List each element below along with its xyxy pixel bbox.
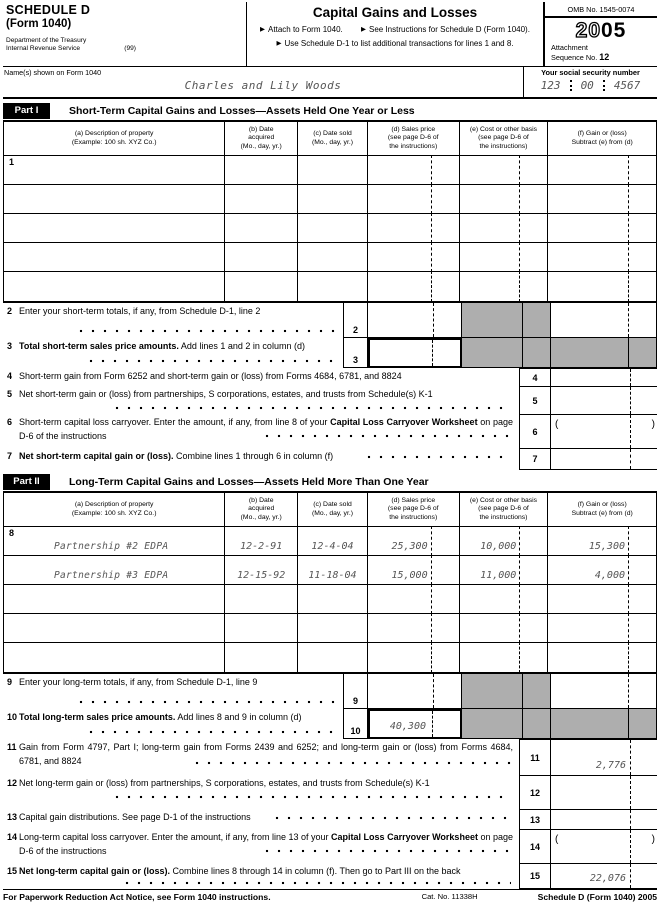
line13-text: 13 Capital gain distributions. See page D-1 of the instructions: [3, 809, 519, 829]
entry-cell[interactable]: [367, 214, 459, 242]
line6-number: 6: [7, 417, 13, 427]
line9-row: [3, 674, 657, 709]
entry-date-acquired[interactable]: 12-2-91: [240, 541, 283, 552]
entry-cell[interactable]: [367, 585, 459, 613]
line10-number: 10: [7, 712, 18, 722]
ssn-part-2: 00: [580, 79, 594, 92]
line6-row: [3, 414, 657, 448]
entry-cell[interactable]: [459, 643, 548, 672]
line15-number: 15: [7, 866, 18, 876]
line5-text: 5 Net short-term gain or (loss) from partnerships, S corporations, estates, and trusts from Schedule(s) K-1: [3, 386, 519, 414]
line15-amount-cell[interactable]: [551, 863, 657, 889]
entry-cell[interactable]: [547, 643, 656, 672]
entry-cell[interactable]: [4, 556, 224, 584]
line3-row: [3, 338, 657, 368]
line7-amount-cell[interactable]: [551, 448, 657, 470]
entry-gain[interactable]: 4,000: [594, 570, 625, 581]
dot-leader: [85, 730, 337, 734]
line2-sales-cell[interactable]: [368, 303, 462, 338]
part1-title: Short-Term Capital Gains and Losses—Assets Held One Year or Less: [69, 105, 415, 117]
entry-cell[interactable]: [459, 185, 548, 213]
line11-number: 11: [7, 742, 17, 752]
entry-cell[interactable]: [297, 156, 367, 184]
entry-cost-basis[interactable]: 11,000: [480, 570, 517, 581]
ssn-label: Your social security number: [541, 68, 640, 77]
line10-shaded-cell: [462, 709, 551, 739]
line11-text: 11 Gain from Form 4797, Part I; long-term gain from Forms 2439 and 6252; and long-term gain or (loss) from Forms 4684, 6781, and 8824: [7, 742, 513, 766]
col-d-header: (d) Sales price (see page D-6 of the instructions): [367, 493, 459, 526]
header-right-block: [543, 2, 657, 66]
part1-bar: [3, 103, 657, 120]
ssn-value[interactable]: [524, 79, 657, 92]
line10-sales-cell[interactable]: [368, 709, 462, 739]
table-row: [4, 272, 656, 301]
instruction-line-2: [247, 39, 543, 48]
col-b-header: (b) Date acquired (Mo., day, yr.): [224, 493, 297, 526]
line14-box: 14: [519, 829, 551, 863]
entry-cell[interactable]: [224, 214, 297, 242]
line12-amount-cell[interactable]: [551, 775, 657, 809]
line2-row: [3, 303, 657, 338]
form-footer: [3, 889, 657, 904]
see-instruction: See Instructions for Schedule D (Form 1040).: [368, 25, 530, 34]
entry-cell[interactable]: [547, 527, 656, 555]
line5-row: [3, 386, 657, 414]
line9-box: 9: [343, 674, 368, 709]
header-center-block: [247, 2, 543, 66]
attach-instruction: Attach to Form 1040.: [268, 25, 343, 34]
entry-cell[interactable]: [4, 243, 224, 271]
line15-text: 15 Net long-term capital gain or (loss). Combine lines 8 through 14 in column (f). Then go to Part III on the back: [3, 863, 519, 889]
line7-text: 7 Net short-term capital gain or (loss). Combine lines 1 through 6 in column (f): [3, 448, 519, 470]
entry-cell[interactable]: [459, 556, 548, 584]
schedule-label: SCHEDULE D: [6, 3, 91, 17]
line4-row: [3, 368, 657, 386]
entry-cell[interactable]: [297, 614, 367, 642]
col-e-header: (e) Cost or other basis (see page D-6 of the instructions): [459, 122, 548, 155]
entry-cell[interactable]: [224, 556, 297, 584]
dot-leader: [111, 406, 511, 410]
line2-shaded-cell: [462, 303, 551, 338]
line3-shaded-cell: [551, 338, 657, 368]
entry-cell[interactable]: [367, 243, 459, 271]
col-e-header: (e) Cost or other basis (see page D-6 of the instructions): [459, 493, 548, 526]
entry-cell[interactable]: [297, 185, 367, 213]
line9-text: 9 Enter your long-term totals, if any, from Schedule D-1, line 9: [3, 674, 343, 709]
line7-row: [3, 448, 657, 470]
entry-cell[interactable]: [4, 643, 224, 672]
entry-cost-basis[interactable]: 10,000: [480, 541, 517, 552]
line3-shaded-cell: [462, 338, 551, 368]
entry-cell[interactable]: [547, 585, 656, 613]
line9-gain-cell[interactable]: [551, 674, 657, 709]
entry-cell[interactable]: [367, 614, 459, 642]
table-row: [4, 556, 656, 585]
line13-row: [3, 809, 657, 829]
attachment-label: Attachment: [551, 43, 588, 52]
line13-box: 13: [519, 809, 551, 829]
entry-date-sold[interactable]: 11-18-04: [308, 570, 357, 581]
dot-leader: [121, 881, 511, 885]
col-c-header: (c) Date sold (Mo., day, yr.): [297, 122, 367, 155]
line9-sales-cell[interactable]: [368, 674, 462, 709]
table-row: [4, 156, 656, 185]
dot-leader: [191, 761, 511, 765]
arrow-right-icon: ▶: [360, 26, 366, 33]
line12-box: 12: [519, 775, 551, 809]
dot-leader: [261, 849, 511, 853]
line3-text: 3 Total short-term sales price amounts. Add lines 1 and 2 in column (d): [3, 338, 343, 368]
line6-box: 6: [519, 414, 551, 448]
table-row: [4, 614, 656, 643]
entry-cell[interactable]: [224, 614, 297, 642]
sequence-label: Sequence No.: [551, 53, 598, 63]
agency-line1: Department of the Treasury: [6, 37, 87, 44]
entry-sales-price[interactable]: 25,300: [391, 541, 428, 552]
entry-cell[interactable]: [4, 185, 224, 213]
line15-row: [3, 863, 657, 889]
entry-cell[interactable]: [224, 527, 297, 555]
entry-sales-price[interactable]: 15,000: [391, 570, 428, 581]
arrow-right-icon: ▶: [276, 40, 282, 47]
table-row: [4, 185, 656, 214]
entry-cell[interactable]: [297, 585, 367, 613]
line15-box: 15: [519, 863, 551, 889]
line3-box: 3: [343, 338, 368, 368]
line5-amount-cell[interactable]: [551, 386, 657, 414]
part1-table: [3, 120, 657, 303]
table-row: [4, 243, 656, 272]
line13-amount-cell[interactable]: [551, 809, 657, 829]
entry-description[interactable]: Partnership #3 EDPA: [54, 570, 169, 581]
line4-box: 4: [519, 368, 551, 386]
entry-cell[interactable]: [297, 272, 367, 301]
sequence-number: 12: [599, 52, 610, 63]
entry-cell[interactable]: [224, 585, 297, 613]
dot-leader: [85, 359, 337, 363]
entry-cell[interactable]: [547, 214, 656, 242]
entry-cell[interactable]: [547, 185, 656, 213]
line15-value: 22,076: [589, 873, 626, 884]
arrow-right-icon: ▶: [260, 26, 266, 33]
line9-number: 9: [7, 677, 13, 687]
line7-box: 7: [519, 448, 551, 470]
d1-instruction: Use Schedule D-1 to list additional transactions for lines 1 and 8.: [284, 39, 514, 48]
dot-leader: [75, 700, 337, 704]
form-title: Capital Gains and Losses: [312, 5, 478, 20]
part1-column-headers: [4, 122, 656, 156]
instruction-line-1: [247, 25, 543, 34]
dot-leader: [363, 455, 511, 459]
entry-cell[interactable]: [367, 527, 459, 555]
entry-cell[interactable]: [224, 243, 297, 271]
col-c-header: (c) Date sold (Mo., day, yr.): [297, 493, 367, 526]
table-row: [4, 585, 656, 614]
entry-cell[interactable]: [547, 243, 656, 271]
ssn-separator: [570, 80, 572, 91]
entry-cell[interactable]: [297, 556, 367, 584]
ssn-part-1: 123: [540, 79, 561, 92]
line2-box: 2: [343, 303, 368, 338]
entry-cell[interactable]: [224, 272, 297, 301]
entry-cell[interactable]: [367, 556, 459, 584]
part2-bar: [3, 474, 657, 491]
line14-text: 14 Long-term capital loss carryover. Enter the amount, if any, from line 13 of your Capital Loss Carryover Worksheet on page D-6 of the instructions: [7, 832, 513, 856]
agency-block: [6, 37, 244, 53]
line2-gain-cell[interactable]: [551, 303, 657, 338]
ssn-field[interactable]: [523, 67, 657, 97]
line6-text: 6 Short-term capital loss carryover. Enter the amount, if any, from line 8 of your Capital Loss Carryover Worksheet on page D-6 of the instructions: [7, 417, 513, 441]
line11-box: 11: [519, 739, 551, 775]
entry-cell[interactable]: [297, 214, 367, 242]
entry-cell[interactable]: [224, 643, 297, 672]
line5-box: 5: [519, 386, 551, 414]
entry-cell[interactable]: [459, 272, 548, 301]
line13-number: 13: [7, 812, 18, 822]
taxpayer-row: [3, 66, 657, 99]
entry-cell[interactable]: [459, 614, 548, 642]
line9-shaded-cell: [462, 674, 551, 709]
entry-cell[interactable]: [367, 643, 459, 672]
entry-cell[interactable]: [547, 556, 656, 584]
entry-cell[interactable]: [547, 614, 656, 642]
form-id: Schedule D (Form 1040) 2005: [537, 892, 657, 902]
line8-number: 8: [9, 528, 15, 538]
line6-amount-cell[interactable]: [551, 414, 657, 448]
line12-row: [3, 775, 657, 809]
entry-cell[interactable]: [4, 614, 224, 642]
entry-description[interactable]: Partnership #2 EDPA: [54, 541, 169, 552]
table-row: [4, 214, 656, 243]
open-paren: (: [555, 834, 559, 845]
attachment-block: [545, 43, 657, 63]
header-left-block: [3, 2, 247, 66]
line12-text: 12 Net long-term gain or (loss) from partnerships, S corporations, estates, and trusts from Schedule(s) K-1: [3, 775, 519, 809]
name-field[interactable]: [3, 67, 523, 97]
entry-cell[interactable]: [297, 643, 367, 672]
part2-title: Long-Term Capital Gains and Losses—Assets Held More Than One Year: [69, 476, 429, 488]
agency-suffix: (99): [124, 45, 136, 53]
dot-leader: [75, 329, 337, 333]
entry-cell[interactable]: [459, 214, 548, 242]
part2-label: Part II: [3, 474, 50, 490]
ssn-part-3: 4567: [613, 79, 641, 92]
line4-amount-cell[interactable]: [551, 368, 657, 386]
part2-column-headers: [4, 493, 656, 527]
entry-cell[interactable]: [4, 156, 224, 184]
part2-table: [3, 491, 657, 674]
col-b-header: (b) Date acquired (Mo., day, yr.): [224, 122, 297, 155]
year-suffix: 05: [601, 19, 627, 42]
line10-shaded-cell: [551, 709, 657, 739]
line2-number: 2: [7, 306, 13, 316]
col-f-header: (f) Gain or (loss) Subtract (e) from (d): [547, 122, 656, 155]
form-header: [3, 2, 657, 66]
table-row: [4, 527, 656, 556]
line10-box: 10: [343, 709, 368, 739]
tax-year: [545, 20, 657, 41]
col-d-header: (d) Sales price (see page D-6 of the instructions): [367, 122, 459, 155]
entry-cell[interactable]: [367, 272, 459, 301]
line11-row: [3, 739, 657, 775]
line2-text: 2 Enter your short-term totals, if any, from Schedule D-1, line 2: [3, 303, 343, 338]
entry-gain[interactable]: 15,300: [588, 541, 625, 552]
entry-cell[interactable]: [4, 527, 224, 555]
entry-cell[interactable]: [224, 185, 297, 213]
entry-cell[interactable]: [459, 243, 548, 271]
agency-line2: Internal Revenue Service: [6, 45, 81, 53]
dot-leader: [111, 795, 511, 799]
line14-row: [3, 829, 657, 863]
line11-amount-cell[interactable]: [551, 739, 657, 775]
line10-text: 10 Total long-term sales price amounts. Add lines 8 and 9 in column (d): [3, 709, 343, 739]
dot-leader: [261, 434, 511, 438]
table-row: [4, 643, 656, 672]
entry-cell[interactable]: [459, 527, 548, 555]
col-a-header: (a) Description of property (Example: 100 sh. XYZ Co.): [71, 501, 157, 517]
entry-cell[interactable]: [297, 243, 367, 271]
line4-text: 4 Short-term gain from Form 6252 and short-term gain or (loss) from Forms 4684, 6781, and 8824: [3, 368, 519, 386]
line14-number: 14: [7, 832, 18, 842]
dot-leader: [271, 816, 511, 820]
catalog-number: Cat. No. 11338H: [421, 892, 478, 901]
entry-date-sold[interactable]: 12-4-04: [311, 541, 354, 552]
entry-cell[interactable]: [297, 527, 367, 555]
line11-value: 2,776: [595, 760, 626, 771]
form-number: (Form 1040): [6, 18, 72, 30]
omb-number: OMB No. 1545-0074: [545, 2, 657, 18]
line5-number: 5: [7, 389, 13, 399]
line10-value: 40,300: [389, 721, 426, 732]
entry-date-acquired[interactable]: 12-15-92: [237, 570, 286, 581]
line4-number: 4: [7, 371, 13, 381]
line7-number: 7: [7, 451, 13, 461]
line1-number: 1: [9, 157, 15, 167]
open-paren: (: [555, 419, 559, 430]
entry-cell[interactable]: [4, 585, 224, 613]
year-prefix: 20: [575, 19, 601, 42]
name-value[interactable]: Charles and Lily Woods: [184, 79, 342, 92]
entry-cell[interactable]: [4, 214, 224, 242]
col-a-header: (a) Description of property (Example: 100 sh. XYZ Co.): [71, 130, 157, 146]
entry-cell[interactable]: [459, 156, 548, 184]
ssn-separator: [603, 80, 605, 91]
entry-cell[interactable]: [547, 156, 656, 184]
line3-sales-cell[interactable]: [368, 338, 462, 368]
close-paren: ): [651, 834, 655, 845]
entry-cell[interactable]: [367, 156, 459, 184]
entry-cell[interactable]: [367, 185, 459, 213]
entry-cell[interactable]: [224, 156, 297, 184]
entry-cell[interactable]: [459, 585, 548, 613]
entry-cell[interactable]: [4, 272, 224, 301]
name-label: Name(s) shown on Form 1040: [4, 68, 102, 77]
col-f-header: (f) Gain or (loss) Subtract (e) from (d): [547, 493, 656, 526]
part1-label: Part I: [3, 103, 50, 119]
paperwork-notice: For Paperwork Reduction Act Notice, see Form 1040 instructions.: [3, 892, 271, 902]
line14-amount-cell[interactable]: [551, 829, 657, 863]
close-paren: ): [651, 419, 655, 430]
entry-cell[interactable]: [547, 272, 656, 301]
line3-number: 3: [7, 341, 13, 351]
line12-number: 12: [7, 778, 18, 788]
line10-row: [3, 709, 657, 739]
